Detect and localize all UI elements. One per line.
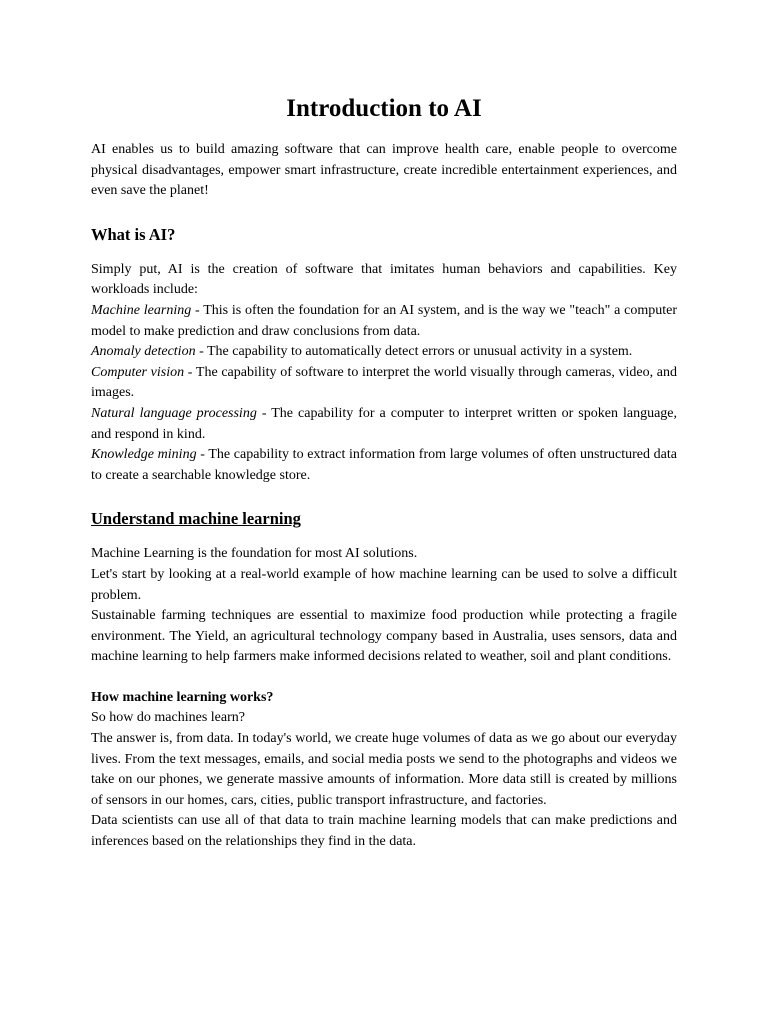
body-paragraph: So how do machines learn? <box>91 710 245 726</box>
section-heading-understand-ml: Understand machine learning <box>91 509 301 529</box>
body-paragraph: Sustainable farming techniques are essential to maximize food production while protecting a fragile environment. The Yield, an agricultural technology company based in Australia, uses sensors, data and machine learning to help farmers make informed decisions related to weather, soil and plant conditions. <box>91 608 677 665</box>
workload-term: Knowledge mining <box>91 447 197 463</box>
workload-item <box>91 301 677 342</box>
workload-description: - This is often the foundation for an AI system, and is the way we "teach" a computer model to make prediction and draw conclusions from data. <box>91 302 677 339</box>
workload-description: - The capability to automatically detect errors or unusual activity in a system. <box>195 344 633 360</box>
workload-item <box>91 342 677 363</box>
intro-paragraph: AI enables us to build amazing software that can improve health care, enable people to overcome physical disadvantages, empower smart infrastructure, create incredible entertainment experiences, and even save the planet! <box>91 142 677 199</box>
workload-term: Anomaly detection <box>91 344 196 360</box>
workload-description: - The capability to extract information from large volumes of often unstructured data to create a searchable knowledge store. <box>91 447 677 483</box>
workload-item <box>91 363 677 404</box>
workload-term: Machine learning <box>91 302 192 318</box>
what-is-ai-lead: Simply put, AI is the creation of software that imitates human behaviors and capabilities. Key workloads include: <box>91 261 677 298</box>
page-title: Introduction to AI <box>286 95 482 122</box>
workload-description: - The capability of software to interpret the world visually through cameras, video, and images. <box>91 364 677 401</box>
workload-term: Natural language processing <box>91 405 257 421</box>
body-paragraph: Machine Learning is the foundation for most AI solutions. <box>91 546 418 562</box>
section-heading-what-is-ai: What is AI? <box>91 224 176 244</box>
subheading-how-ml-works: How machine learning works? <box>91 689 274 705</box>
workload-item <box>91 404 677 445</box>
workload-description: - The capability for a computer to interpret written or spoken language, and respond in kind. <box>91 405 677 442</box>
body-paragraph: Let's start by looking at a real-world example of how machine learning can be used to solve a difficult problem. <box>91 566 677 603</box>
body-paragraph: Data scientists can use all of that data to train machine learning models that can make predictions and inferences based on the relationships they find in the data. <box>91 813 677 850</box>
workload-term: Computer vision <box>91 364 185 380</box>
understand-ml-body <box>91 544 677 668</box>
how-ml-works-section <box>91 688 677 853</box>
workload-item <box>91 445 677 486</box>
body-paragraph: The answer is, from data. In today's world, we create huge volumes of data as we go about our everyday lives. From the text messages, emails, and social media posts we send to the photographs and videos we take on our phones, we generate massive amounts of information. More data still is created by millions of sensors in our homes, cars, cities, public transport infrastructure, and factories. <box>91 731 677 808</box>
what-is-ai-body <box>91 260 677 487</box>
